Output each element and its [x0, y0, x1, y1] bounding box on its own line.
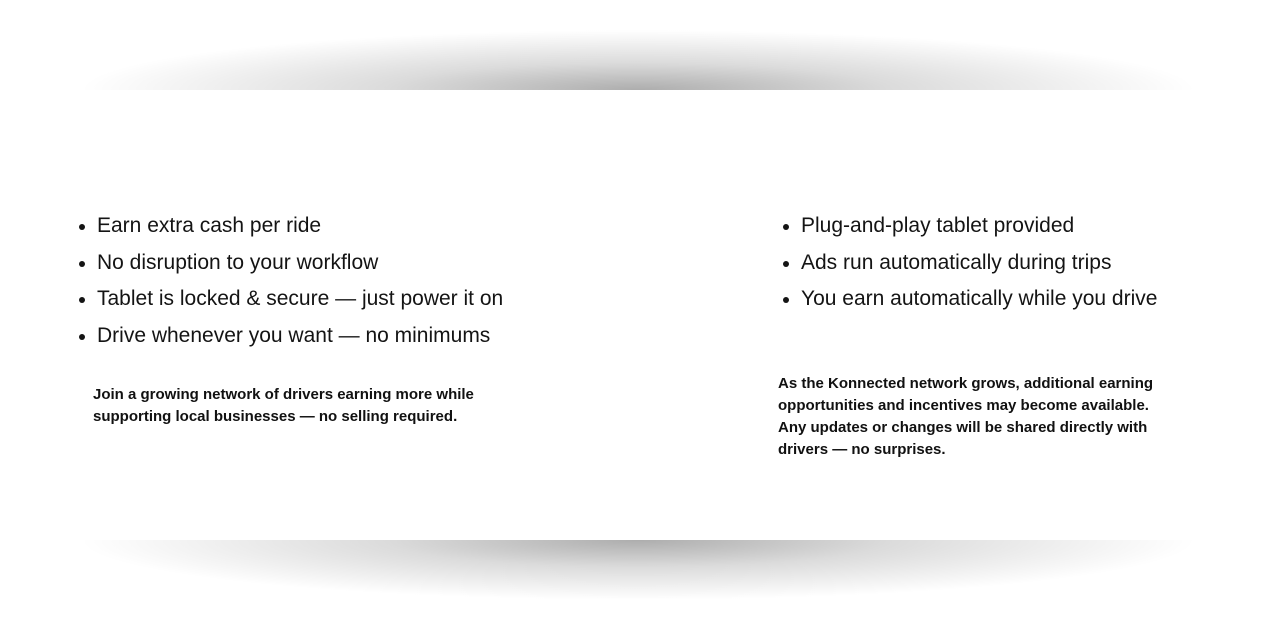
benefit-item-no-minimums	[78, 318, 638, 355]
benefit-item-ads-auto	[782, 245, 1222, 282]
benefit-text: You earn automatically while you drive	[801, 287, 1158, 310]
benefits-section	[0, 90, 1276, 540]
right-benefits-list	[782, 208, 1222, 318]
bullet-icon	[783, 224, 789, 230]
bottom-shadow-divider	[80, 540, 1196, 600]
benefit-text: No disruption to your workflow	[97, 250, 379, 274]
bullet-icon	[79, 261, 85, 267]
bullet-icon	[783, 297, 789, 303]
benefit-item-no-disruption	[78, 245, 638, 282]
top-shadow-divider	[80, 30, 1196, 90]
left-benefits-list	[78, 208, 638, 354]
benefit-item-extra-cash	[78, 208, 638, 245]
bullet-icon	[79, 297, 85, 303]
bullet-icon	[79, 334, 85, 340]
benefit-text: Tablet is locked & secure — just power it on	[97, 287, 504, 310]
benefit-text: Ads run automatically during trips	[801, 250, 1112, 274]
bullet-icon	[783, 261, 789, 267]
benefit-text: Drive whenever you want — no minimums	[97, 323, 491, 347]
benefit-text: Earn extra cash per ride	[97, 214, 322, 237]
bullet-icon	[79, 224, 85, 230]
left-benefits-column	[78, 208, 638, 354]
benefit-text: Plug-and-play tablet provided	[801, 214, 1075, 237]
benefit-item-plug-and-play	[782, 208, 1222, 245]
benefit-item-tablet-secure	[78, 281, 638, 318]
left-note: Join a growing network of drivers earning more while supporting local businesses — no selling required.	[93, 386, 474, 425]
right-note: As the Konnected network grows, additional earning opportunities and incentives may become available. Any updates or changes will be shared directly with drivers — no surprises.	[778, 375, 1154, 458]
right-benefits-column	[782, 208, 1222, 318]
benefit-item-earn-auto	[782, 281, 1222, 318]
